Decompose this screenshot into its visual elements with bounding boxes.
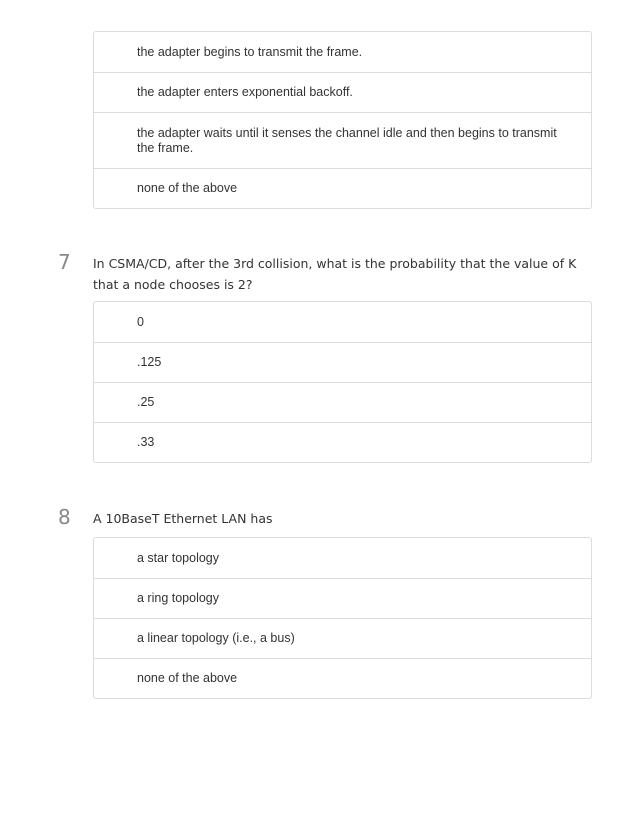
answer-option[interactable] — [94, 538, 591, 578]
answer-option[interactable] — [94, 302, 591, 342]
option-label: none of the above — [137, 181, 238, 195]
question-number: 8 — [58, 505, 71, 529]
answer-option[interactable] — [94, 382, 591, 422]
option-label: a ring topology — [137, 591, 220, 605]
answer-option[interactable] — [94, 168, 591, 208]
answer-option[interactable] — [94, 112, 591, 168]
answer-option[interactable] — [94, 342, 591, 382]
answer-option[interactable] — [94, 72, 591, 112]
answer-option[interactable] — [94, 578, 591, 618]
option-label: .25 — [137, 395, 155, 409]
answer-option[interactable] — [94, 618, 591, 658]
answer-options-prev — [93, 31, 592, 209]
question-text: In CSMA/CD, after the 3rd collision, what is the probability that the value of K that a node chooses is 2? — [93, 256, 577, 292]
option-label: .33 — [137, 435, 155, 449]
question-text: A 10BaseT Ethernet LAN has — [93, 511, 273, 526]
answer-option[interactable] — [94, 658, 591, 698]
answer-option[interactable] — [94, 422, 591, 462]
answer-options-q7 — [93, 301, 592, 463]
option-label: the adapter waits until it senses the channel idle and then begins to transmit the frame. — [137, 125, 557, 155]
question-number: 7 — [58, 250, 71, 274]
answer-options-q8 — [93, 537, 592, 699]
option-label: a linear topology (i.e., a bus) — [137, 631, 295, 645]
option-label: 0 — [137, 314, 144, 329]
option-label: the adapter begins to transmit the frame. — [137, 44, 363, 59]
answer-option[interactable] — [94, 32, 591, 72]
option-label: .125 — [137, 355, 162, 369]
option-label: none of the above — [137, 671, 238, 685]
option-label: a star topology — [137, 550, 219, 565]
option-label: the adapter enters exponential backoff. — [137, 85, 353, 99]
